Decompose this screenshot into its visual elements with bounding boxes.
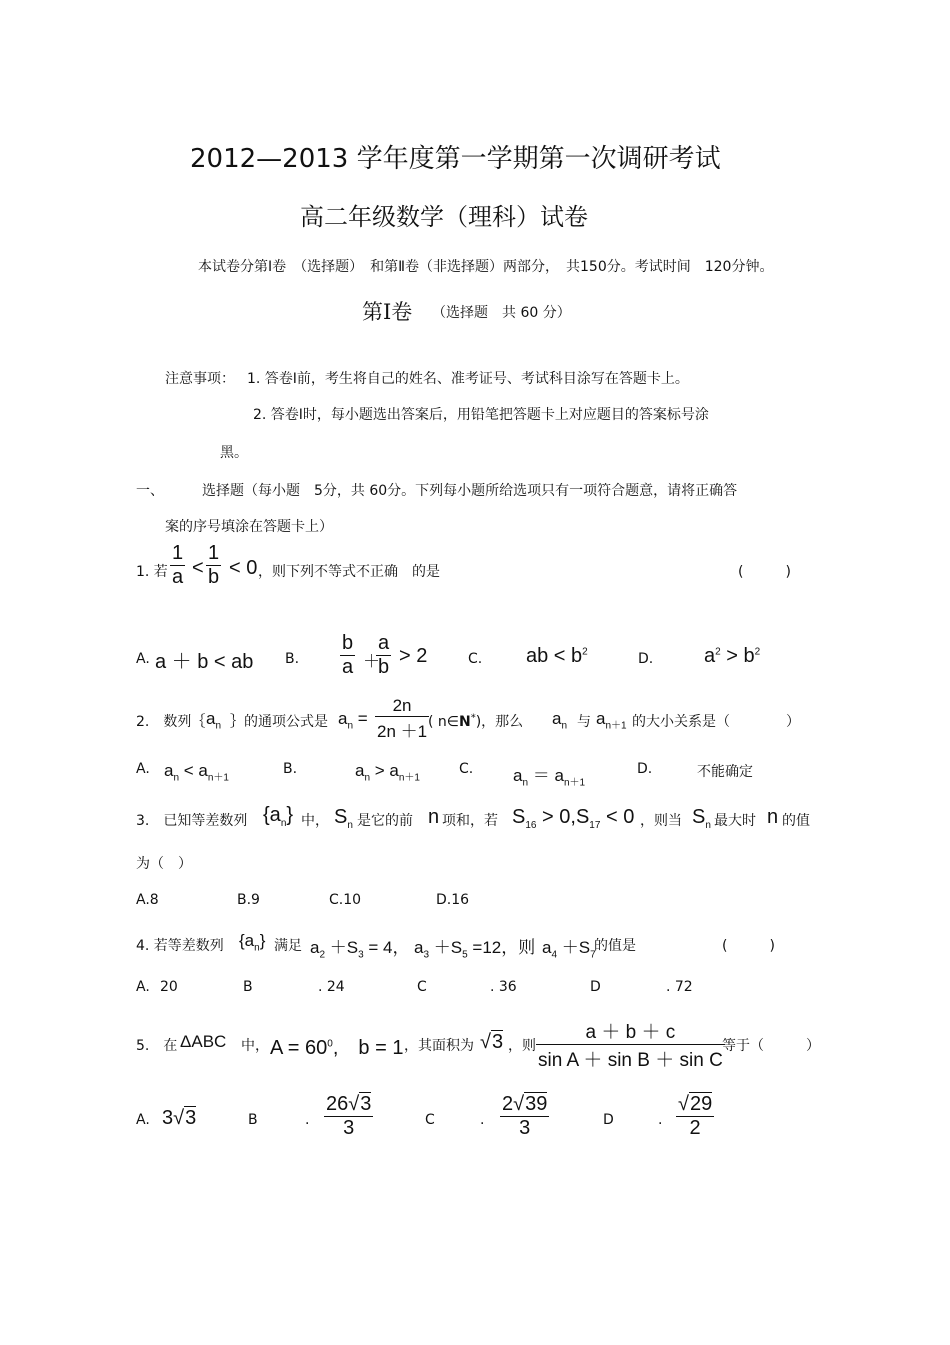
q1-option-a: a ＋ b < ab [155, 651, 254, 673]
q5-option-d-label: D [603, 1112, 614, 1128]
q5-area: √3 [480, 1031, 504, 1053]
q4-text-1: 满足 [274, 938, 302, 954]
q2-text: ｝的通项公式是 [230, 714, 328, 730]
q4-tail: 的值是 [594, 938, 636, 954]
notes-item-1: 1. 答卷Ⅰ前，考生将自己的姓名、准考证号、考试科目涂写在答题卡上。 [247, 371, 689, 387]
q5-option-c-dot: . [480, 1112, 485, 1128]
q5-option-c: $\frac{2√39}{3}$ [502, 1093, 548, 1139]
q4-target: $a_4 +S_7$ [542, 938, 596, 961]
q3-option-c: C.10 [329, 892, 362, 908]
notes-label: 注意事项： [165, 371, 235, 387]
q2-formula-fraction: $\frac{2n}{2n +1}$ [377, 696, 428, 741]
q3-text-4: ，则当 [640, 813, 682, 829]
exam-subtitle: 高二年级数学（理科）试卷 [300, 203, 588, 231]
q2-with: 与 [577, 714, 591, 730]
q5-option-d: $\frac{√29}{2}$ [678, 1093, 713, 1139]
q1-option-b-fraction-1: $\frac{b}{a}$ [342, 632, 354, 678]
q2-option-d-label: D. [637, 761, 653, 777]
q4-sequence: $\{a_n\}$ [239, 931, 266, 954]
q1-lt: < [192, 557, 204, 579]
q5-text-1: 中， [241, 1038, 269, 1054]
q5-triangle: ΔABC [180, 1032, 227, 1051]
q4-option-d: . 72 [666, 979, 693, 995]
q3-n-2: n [767, 806, 779, 828]
q1-option-d-label: D. [638, 651, 654, 667]
q4-condition-1: $a_2 +S_3 = 4$， [310, 938, 410, 961]
q3-sequence: $\{a_n\}$ [263, 804, 294, 829]
q2-sequence: $a_n$ [206, 709, 222, 732]
q2-an: $a_n$ [552, 709, 568, 732]
q1-option-b-plus: ＋ [363, 652, 380, 671]
exam-title: 2012—2013 学年度第一学期第一次调研考试 [190, 144, 721, 174]
q3-prefix: 3. 已知等差数列 [136, 813, 248, 829]
q3-Sn-2: $S_n$ [692, 806, 711, 831]
q3-text-2: 是它的前 [357, 813, 413, 829]
q1-option-b-tail: > 2 [399, 645, 428, 667]
q2-option-b-label: B. [283, 761, 298, 777]
q2-option-d: 不能确定 [697, 764, 753, 780]
q2-option-c: $a_n = a_{n+1}$ [513, 766, 586, 789]
q3-conditions: $S_{16} > 0,S_{17} < 0$ [512, 806, 635, 831]
q2-an-lhs: $a_n$ = [338, 709, 368, 732]
q5-text-2: ，其面积为 [404, 1038, 474, 1054]
q2-tail: 的大小关系是（ ） [632, 714, 800, 730]
q2-prefix: 2. 数列｛ [136, 714, 206, 730]
q1-prefix: 1. 若 [136, 564, 168, 580]
q4-option-c: . 36 [490, 979, 517, 995]
q3-tail: 的值 [782, 813, 810, 829]
notes-item-2-cont: 黑。 [220, 445, 248, 461]
q3-Sn: $S_n$ [334, 806, 353, 831]
q5-prefix: 5. 在 [136, 1038, 178, 1054]
q3-text-1: 中， [301, 813, 329, 829]
q4-prefix: 4. 若等差数列 [136, 938, 224, 954]
q5-ratio-fraction: $\frac{a + b + c}{\text{sin A ＋ sin B ＋ sin C}}$ [538, 1022, 723, 1071]
q1-option-d: $a^2 > b^2$ [704, 645, 761, 667]
q1-condition: < 0 [229, 557, 258, 579]
part-number: 一、 [136, 483, 164, 499]
q1-answer-paren: ( ) [738, 564, 791, 580]
section-subheading: （选择题 共 60 分） [432, 305, 571, 321]
q3-option-d: D.16 [436, 892, 470, 908]
part-instructions: 选择题（每小题 5分，共 60分。下列每小题所给选项只有一项符合题意，请将正确答 [202, 483, 738, 499]
q4-option-d-label: D [590, 979, 601, 995]
q5-option-a-label: A. [136, 1112, 150, 1128]
q1-option-c-label: C. [468, 651, 483, 667]
q5-option-b: $\frac{26√3}{3}$ [326, 1093, 372, 1139]
q1-stem: ，则下列不等式不正确 的是 [258, 564, 440, 580]
q5-option-b-dot: . [305, 1112, 310, 1128]
q4-condition-2: $a_3 +S_5 =12$，则 [414, 938, 536, 961]
notes-item-2: 2. 答卷Ⅰ时，每小题选出答案后，用铅笔把答题卡上对应题目的答案标号涂 [253, 407, 709, 423]
q1-fraction-1: $\frac{1}{a}$ [172, 542, 184, 588]
q4-option-a: 20 [160, 979, 178, 995]
q3-text-5: 最大时 [714, 813, 756, 829]
q2-option-a-label: A. [136, 761, 150, 777]
q5-option-b-label: B [248, 1112, 258, 1128]
q2-an1: $a_{n+1}$ [596, 709, 627, 732]
q3-option-b: B.9 [237, 892, 260, 908]
q5-option-c-label: C [425, 1112, 435, 1128]
q4-option-a-label: A. [136, 979, 150, 995]
q3-cont: 为（ ） [136, 856, 192, 872]
exam-intro: 本试卷分第Ⅰ卷 （选择题） 和第Ⅱ卷（非选择题）两部分， 共150分。考试时间 120分钟。 [198, 259, 774, 275]
section-heading: 第Ⅰ卷 [362, 300, 413, 324]
q5-option-d-dot: . [658, 1112, 663, 1128]
q5-tail: 等于（ ） [722, 1038, 820, 1054]
q4-option-c-label: C [417, 979, 427, 995]
q1-option-b-label: B. [285, 651, 300, 667]
q4-answer-paren: ( ) [722, 938, 775, 954]
q4-option-b: . 24 [318, 979, 345, 995]
q2-option-b: $a_n > a_{n+1}$ [355, 761, 420, 784]
q1-option-c: ab < $b^2$ [526, 645, 588, 667]
q2-option-a: $a_n < a_{n+1}$ [164, 761, 229, 784]
q3-n: n [428, 806, 440, 828]
q5-text-3: ，则 [508, 1038, 536, 1054]
q1-fraction-2: $\frac{1}{b}$ [208, 542, 220, 588]
q5-conditions: $A = 60^0$, b = 1 [270, 1037, 404, 1059]
part-instructions-cont: 案的序号填涂在答题卡上） [165, 519, 333, 535]
q1-option-b-fraction-2: $\frac{a}{b}$ [378, 632, 390, 678]
q2-domain: ( n∈N*)，那么 [428, 712, 524, 730]
q3-text-3: 项和，若 [442, 813, 498, 829]
q3-option-a: A.8 [136, 892, 159, 908]
q5-option-a: 3√3 [162, 1107, 197, 1129]
q4-option-b-label: B [243, 979, 253, 995]
q1-option-a-label: A. [136, 651, 150, 667]
q2-option-c-label: C. [459, 761, 474, 777]
